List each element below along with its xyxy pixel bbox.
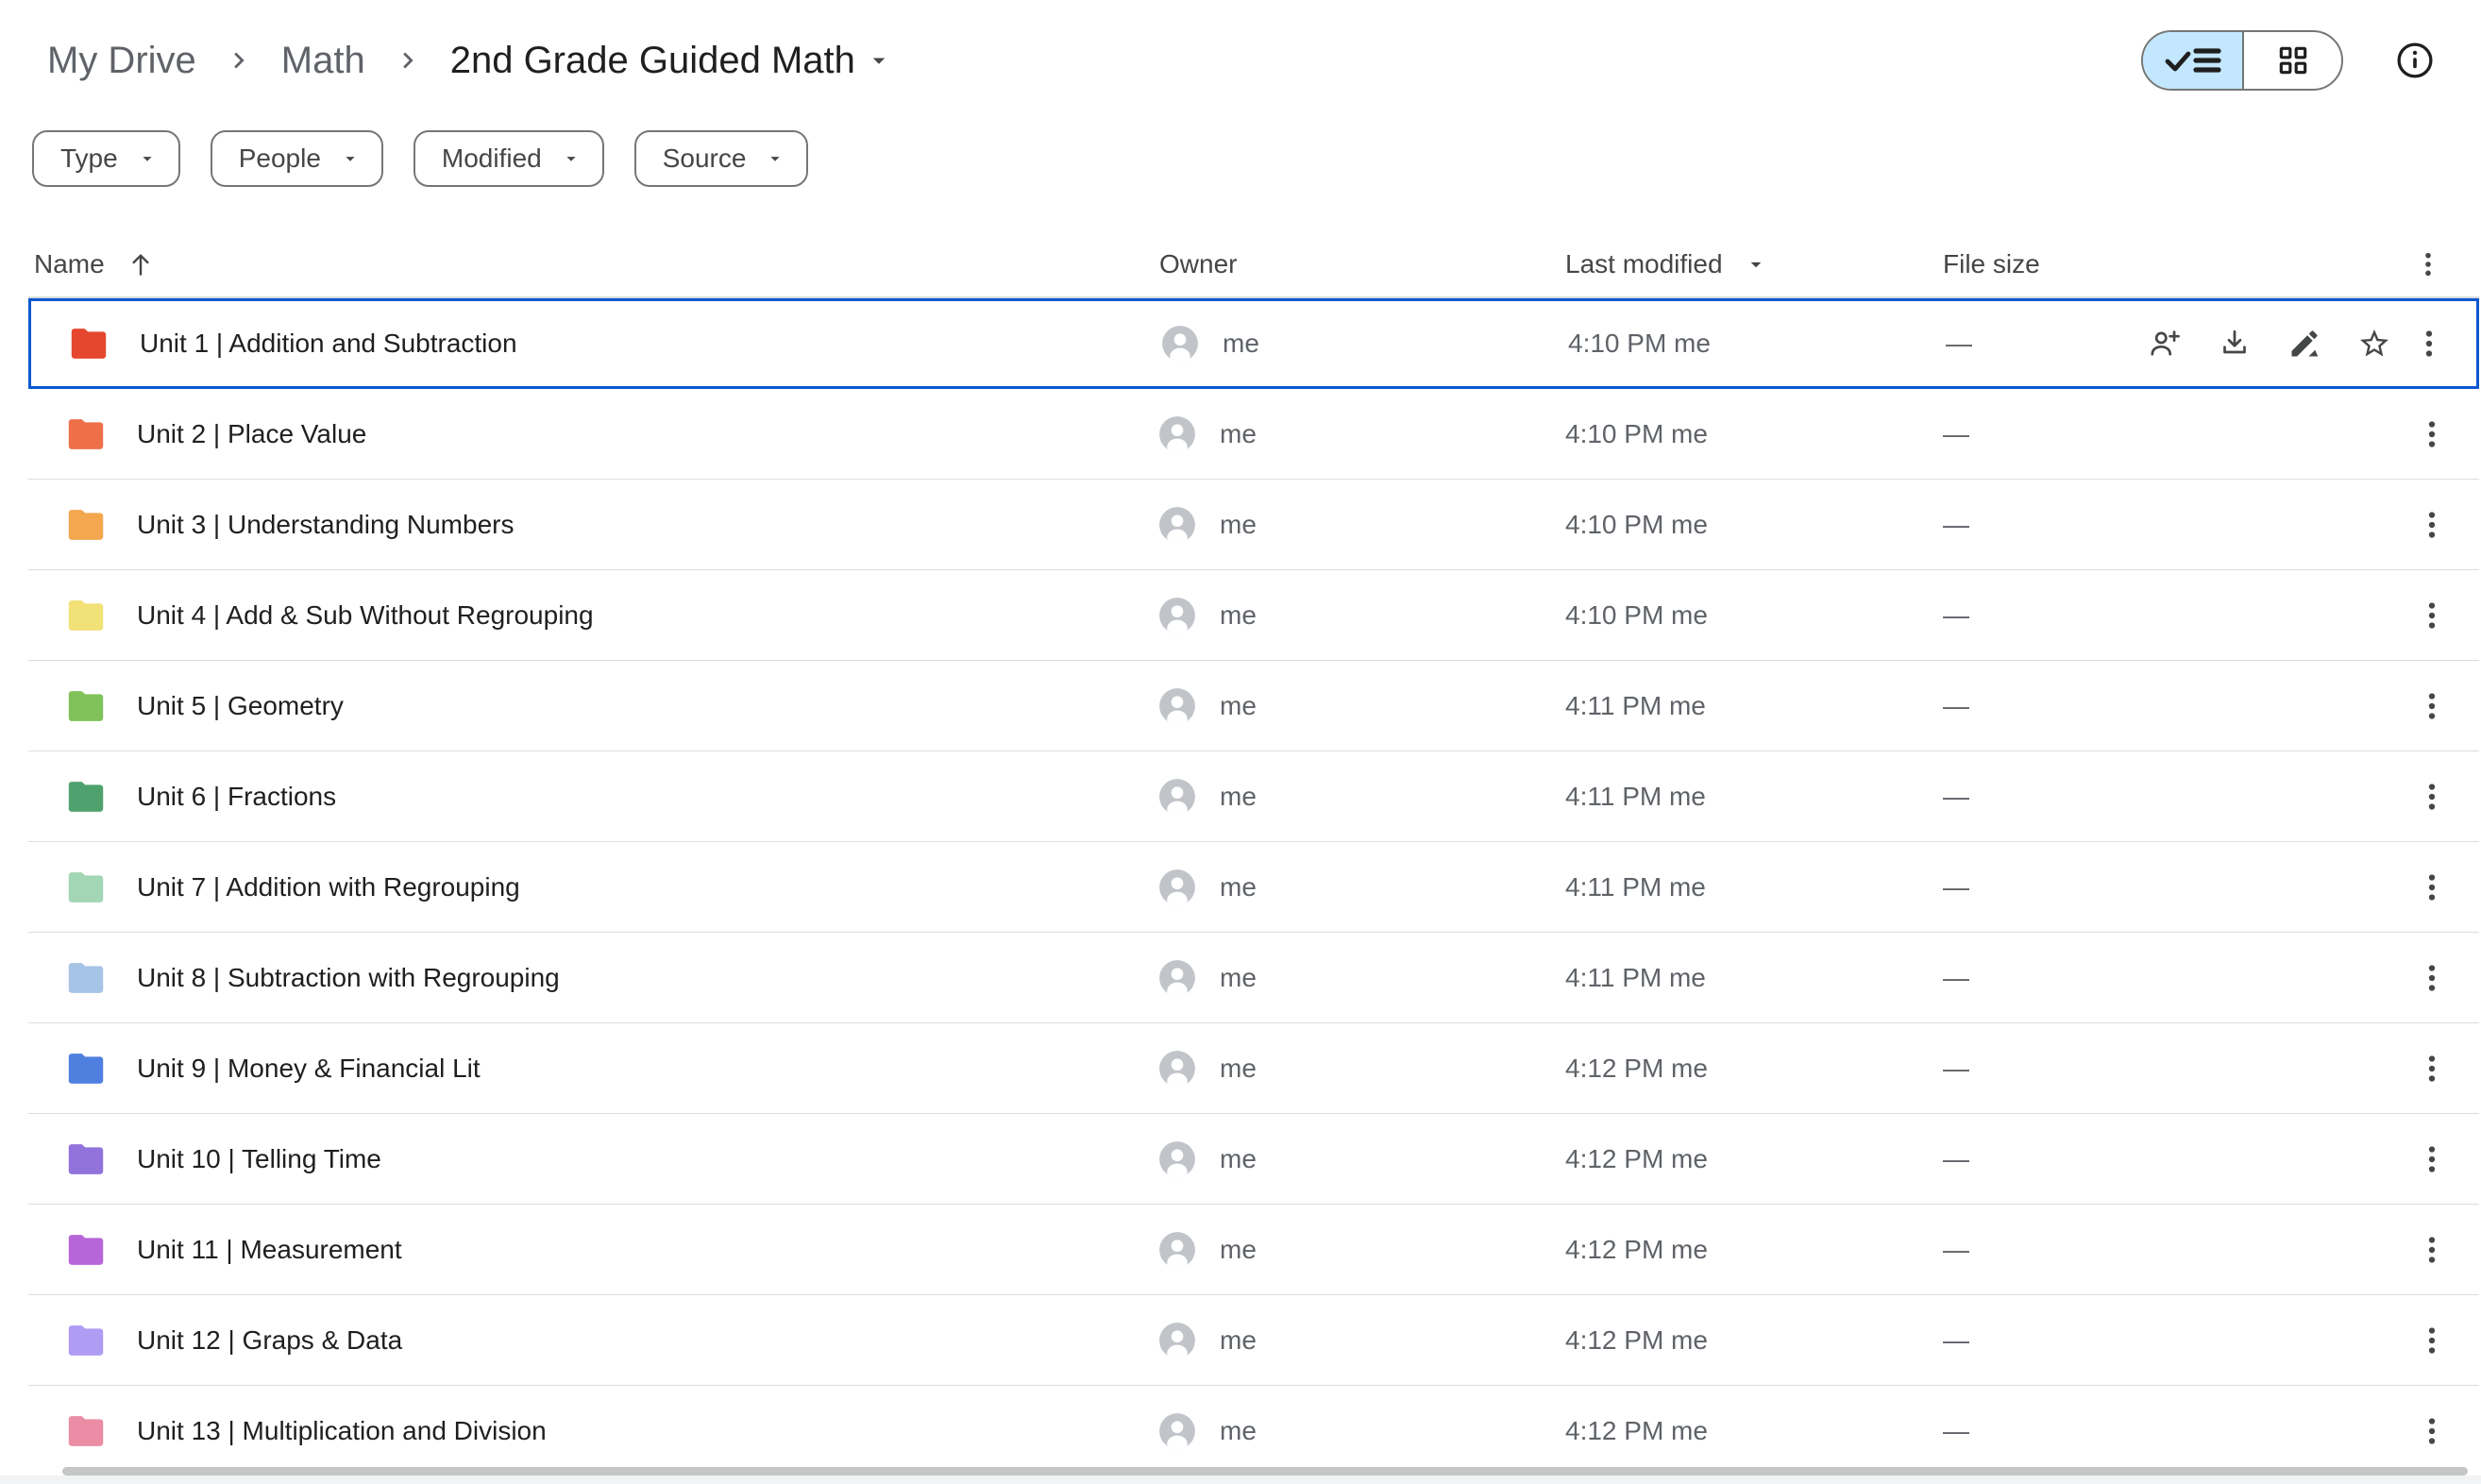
file-name: Unit 5 | Geometry [137,690,344,720]
file-name: Unit 4 | Add & Sub Without Regrouping [137,599,594,630]
owner-avatar [1159,1051,1195,1087]
file-name: Unit 9 | Money & Financial Lit [137,1053,481,1083]
folder-icon [68,690,104,722]
file-size-label: — [1946,329,1972,358]
row-actions [2411,1048,2453,1089]
last-modified-label: 4:10 PM me [1568,329,1711,358]
chevron-right-icon [223,44,255,76]
row-more-options-button[interactable] [2411,1410,2453,1452]
owner-label: me [1220,418,1257,448]
file-row[interactable] [28,480,2479,570]
horizontal-scrollbar[interactable] [62,1467,2468,1476]
check-list-icon [2164,42,2222,78]
row-more-options-button[interactable] [2411,413,2453,455]
header-more-options-button[interactable] [2409,245,2447,283]
more-options-icon [2415,599,2449,632]
file-size-label: — [1943,1234,1969,1264]
header-label: File size [1943,249,2040,278]
last-modified-label: 4:12 PM me [1565,1053,1708,1083]
file-size-label: — [1943,781,1969,811]
owner-avatar [1159,598,1195,633]
owner-label: me [1220,599,1257,630]
file-row[interactable] [28,1295,2479,1386]
rename-button[interactable] [2284,323,2325,364]
more-options-icon [2415,1142,2449,1176]
row-actions [2411,504,2453,546]
folder-icon [68,1234,104,1266]
file-name: Unit 8 | Subtraction with Regrouping [137,962,560,992]
dropdown-caret-icon [137,148,158,169]
file-name: Unit 13 | Multiplication and Division [137,1415,547,1445]
sort-ascending-arrow-icon [126,249,156,279]
more-options-icon [2415,870,2449,904]
row-more-options-button[interactable] [2411,595,2453,636]
file-row[interactable] [28,570,2479,661]
file-row[interactable] [28,751,2479,842]
dropdown-caret-icon [765,148,785,169]
owner-label: me [1220,781,1257,811]
row-actions [2411,867,2453,908]
more-options-icon [2415,780,2449,814]
list-view-button[interactable] [2143,32,2242,89]
breadcrumb-my-drive[interactable]: My Drive [47,39,196,81]
row-actions [2411,685,2453,727]
info-icon [2394,40,2436,81]
file-name: Unit 7 | Addition with Regrouping [137,871,520,902]
row-more-options-button[interactable] [2408,323,2450,364]
owner-cell [1159,1323,1257,1358]
current-folder-title: 2nd Grade Guided Math [449,39,855,81]
file-name: Unit 3 | Understanding Numbers [137,509,515,539]
grid-view-button[interactable] [2242,32,2341,89]
person-add-icon [2148,327,2182,361]
last-modified-label: 4:10 PM me [1565,509,1708,539]
dropdown-caret-icon [340,148,361,169]
owner-avatar [1162,326,1198,362]
last-modified-label: 4:11 PM me [1565,781,1706,811]
folder-icon [68,418,104,450]
chip-label: Type [60,143,118,173]
owner-avatar [1159,688,1195,724]
more-options-icon [2415,1414,2449,1448]
folder-icon [68,599,104,632]
column-header-owner[interactable] [1159,249,1237,279]
more-options-icon [2413,249,2443,279]
quick-actions [2144,323,2395,364]
header-label: Owner [1159,249,1238,278]
owner-label: me [1220,1234,1257,1264]
row-more-options-button[interactable] [2411,1048,2453,1089]
column-header-name[interactable] [34,249,156,279]
header-label: Last modified [1565,249,1723,278]
row-actions [2411,1138,2453,1180]
more-options-icon [2415,961,2449,995]
row-more-options-button[interactable] [2411,1320,2453,1361]
owner-cell [1159,1232,1257,1268]
chip-label: Modified [441,143,542,173]
chip-label: People [238,143,321,173]
last-modified-label: 4:10 PM me [1565,418,1708,448]
owner-cell [1159,960,1257,996]
file-size-label: — [1943,509,1969,539]
row-actions [2144,323,2450,364]
breadcrumb [34,34,893,88]
download-button[interactable] [2214,323,2255,364]
details-info-button[interactable] [2387,32,2443,89]
owner-cell [1159,1141,1257,1177]
row-more-options-button[interactable] [2411,504,2453,546]
file-size-label: — [1943,599,1969,630]
row-actions [2411,1229,2453,1271]
breadcrumb-math[interactable]: Math [280,39,365,81]
file-name: Unit 11 | Measurement [137,1234,402,1264]
file-size-label: — [1943,1143,1969,1173]
owner-avatar [1159,869,1195,905]
file-row[interactable] [28,933,2479,1023]
more-options-icon [2415,508,2449,542]
header-label: Name [34,249,105,278]
filter-chip-people[interactable] [211,130,383,187]
row-more-options-button[interactable] [2411,1138,2453,1180]
row-more-options-button[interactable] [2411,1229,2453,1271]
folder-icon [68,781,104,813]
table-header [28,232,2479,298]
share-button[interactable] [2144,323,2186,364]
column-header-last-modified[interactable] [1565,249,1768,279]
filter-chips [32,130,808,187]
row-more-options-button[interactable] [2411,685,2453,727]
rename-pencil-icon [2287,327,2321,361]
row-actions [2411,957,2453,999]
folder-icon [68,509,104,541]
filter-chip-source[interactable] [634,130,809,187]
owner-avatar [1159,779,1195,815]
dropdown-caret-icon [1744,252,1768,277]
owner-cell [1159,779,1257,815]
grid-view-icon [2275,42,2311,78]
file-row[interactable] [28,661,2479,751]
more-options-icon [2415,1324,2449,1358]
owner-cell [1162,326,1259,362]
row-actions [2411,595,2453,636]
last-modified-label: 4:11 PM me [1565,690,1706,720]
owner-avatar [1159,507,1195,543]
bottom-edge-strip [0,1476,2481,1484]
row-actions [2411,413,2453,455]
owner-avatar [1159,1413,1195,1449]
download-icon [2218,327,2252,361]
more-options-icon [2415,1052,2449,1086]
more-options-icon [2415,417,2449,451]
last-modified-label: 4:12 PM me [1565,1143,1708,1173]
owner-label: me [1220,690,1257,720]
last-modified-label: 4:11 PM me [1565,962,1706,992]
layout-toggle [2141,30,2343,91]
folder-icon [68,1324,104,1357]
row-more-options-button[interactable] [2411,776,2453,818]
chevron-right-icon [392,44,424,76]
view-controls [2141,30,2443,91]
file-row[interactable] [28,298,2479,389]
owner-avatar [1159,416,1195,452]
owner-cell [1159,507,1257,543]
last-modified-label: 4:11 PM me [1565,871,1706,902]
folder-icon [68,1415,104,1447]
owner-label: me [1220,962,1257,992]
more-options-icon [2415,689,2449,723]
file-size-label: — [1943,1415,1969,1445]
owner-cell [1159,1413,1257,1449]
last-modified-label: 4:12 PM me [1565,1324,1708,1355]
folder-icon [68,1053,104,1085]
top-bar [34,25,2443,96]
file-size-label: — [1943,1053,1969,1083]
owner-avatar [1159,1141,1195,1177]
folder-icon [68,871,104,903]
file-name: Unit 12 | Graps & Data [137,1324,403,1355]
file-row[interactable] [28,1386,2479,1476]
column-header-file-size[interactable] [1943,249,2040,279]
owner-avatar [1159,1323,1195,1358]
owner-cell [1159,869,1257,905]
owner-cell [1159,598,1257,633]
file-size-label: — [1943,418,1969,448]
more-options-icon [2415,1233,2449,1267]
file-name: Unit 10 | Telling Time [137,1143,381,1173]
last-modified-label: 4:12 PM me [1565,1415,1708,1445]
filter-chip-type[interactable] [32,130,180,187]
file-name: Unit 6 | Fractions [137,781,337,811]
owner-label: me [1223,329,1259,358]
file-row[interactable] [28,842,2479,933]
chip-label: Source [662,143,747,173]
owner-avatar [1159,960,1195,996]
file-name: Unit 1 | Addition and Subtraction [140,329,517,358]
dropdown-caret-icon [561,148,582,169]
file-row[interactable] [28,1114,2479,1205]
file-size-label: — [1943,1324,1969,1355]
folder-icon [68,1143,104,1175]
star-button[interactable] [2354,323,2395,364]
owner-cell [1159,1051,1257,1087]
folder-icon [71,328,107,360]
owner-label: me [1220,1143,1257,1173]
filter-chip-modified[interactable] [414,130,604,187]
file-row[interactable] [28,389,2479,480]
breadcrumb-current-folder[interactable] [437,34,893,88]
row-actions [2411,776,2453,818]
last-modified-label: 4:12 PM me [1565,1234,1708,1264]
owner-label: me [1220,1324,1257,1355]
star-icon [2357,327,2391,361]
file-row[interactable] [28,1205,2479,1295]
owner-label: me [1220,509,1257,539]
owner-avatar [1159,1232,1195,1268]
row-more-options-button[interactable] [2411,957,2453,999]
row-more-options-button[interactable] [2411,867,2453,908]
row-actions [2411,1320,2453,1361]
owner-cell [1159,416,1257,452]
dropdown-caret-icon [865,46,893,75]
file-size-label: — [1943,871,1969,902]
owner-cell [1159,688,1257,724]
row-actions [2411,1410,2453,1452]
folder-icon [68,962,104,994]
file-size-label: — [1943,962,1969,992]
file-row[interactable] [28,1023,2479,1114]
owner-label: me [1220,871,1257,902]
file-name: Unit 2 | Place Value [137,418,367,448]
owner-label: me [1220,1415,1257,1445]
owner-label: me [1220,1053,1257,1083]
more-options-icon [2412,327,2446,361]
file-size-label: — [1943,690,1969,720]
file-list [28,298,2479,1476]
last-modified-label: 4:10 PM me [1565,599,1708,630]
